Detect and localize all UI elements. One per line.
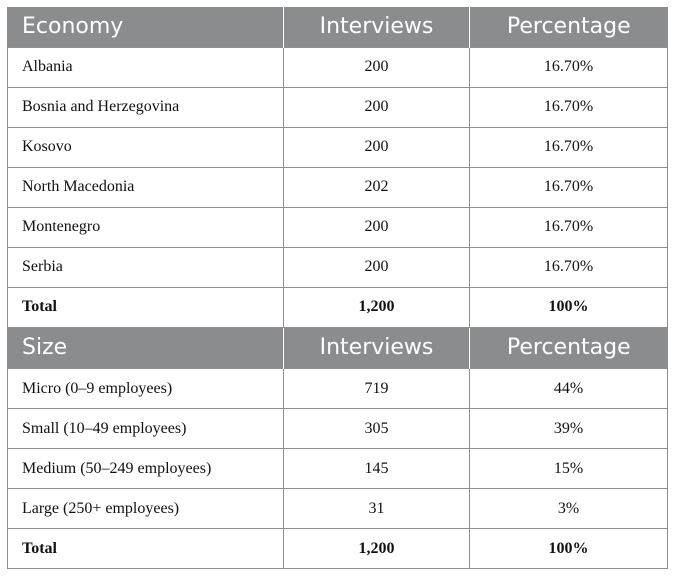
data-tables <box>7 7 667 569</box>
total-interviews: 1,200 <box>284 529 470 569</box>
percentage-value: 16.70% <box>470 87 668 127</box>
interviews-value: 145 <box>284 449 470 489</box>
table-row <box>8 449 668 489</box>
table-row <box>8 369 668 409</box>
size-total-row <box>8 529 668 569</box>
total-interviews: 1,200 <box>284 287 470 327</box>
economy-name: North Macedonia <box>8 167 284 207</box>
header-interviews: Interviews <box>284 7 470 47</box>
economy-name: Kosovo <box>8 127 284 167</box>
percentage-value: 3% <box>470 489 668 529</box>
economy-table <box>7 7 668 328</box>
size-table <box>7 328 668 570</box>
table-row <box>8 127 668 167</box>
interviews-value: 202 <box>284 167 470 207</box>
percentage-value: 16.70% <box>470 47 668 87</box>
interviews-value: 719 <box>284 369 470 409</box>
percentage-value: 16.70% <box>470 127 668 167</box>
total-percentage: 100% <box>470 529 668 569</box>
total-label: Total <box>8 287 284 327</box>
size-name: Medium (50–249 employees) <box>8 449 284 489</box>
interviews-value: 200 <box>284 47 470 87</box>
interviews-value: 200 <box>284 247 470 287</box>
size-name: Micro (0–9 employees) <box>8 369 284 409</box>
interviews-value: 31 <box>284 489 470 529</box>
header-percentage: Percentage <box>470 7 668 47</box>
percentage-value: 16.70% <box>470 247 668 287</box>
interviews-value: 200 <box>284 207 470 247</box>
table-row <box>8 87 668 127</box>
table-row <box>8 247 668 287</box>
economy-name: Bosnia and Herzegovina <box>8 87 284 127</box>
economy-header-row <box>8 7 668 47</box>
header-economy: Economy <box>8 7 284 47</box>
size-name: Small (10–49 employees) <box>8 409 284 449</box>
percentage-value: 39% <box>470 409 668 449</box>
table-row <box>8 167 668 207</box>
interviews-value: 200 <box>284 127 470 167</box>
interviews-value: 305 <box>284 409 470 449</box>
economy-name: Serbia <box>8 247 284 287</box>
table-row <box>8 489 668 529</box>
size-name: Large (250+ employees) <box>8 489 284 529</box>
percentage-value: 44% <box>470 369 668 409</box>
interviews-value: 200 <box>284 87 470 127</box>
header-percentage: Percentage <box>470 328 668 369</box>
economy-total-row <box>8 287 668 327</box>
header-interviews: Interviews <box>284 328 470 369</box>
table-row <box>8 409 668 449</box>
total-label: Total <box>8 529 284 569</box>
size-header-row <box>8 328 668 369</box>
percentage-value: 15% <box>470 449 668 489</box>
economy-name: Montenegro <box>8 207 284 247</box>
table-row <box>8 47 668 87</box>
table-row <box>8 207 668 247</box>
total-percentage: 100% <box>470 287 668 327</box>
percentage-value: 16.70% <box>470 207 668 247</box>
economy-name: Albania <box>8 47 284 87</box>
header-size: Size <box>8 328 284 369</box>
percentage-value: 16.70% <box>470 167 668 207</box>
